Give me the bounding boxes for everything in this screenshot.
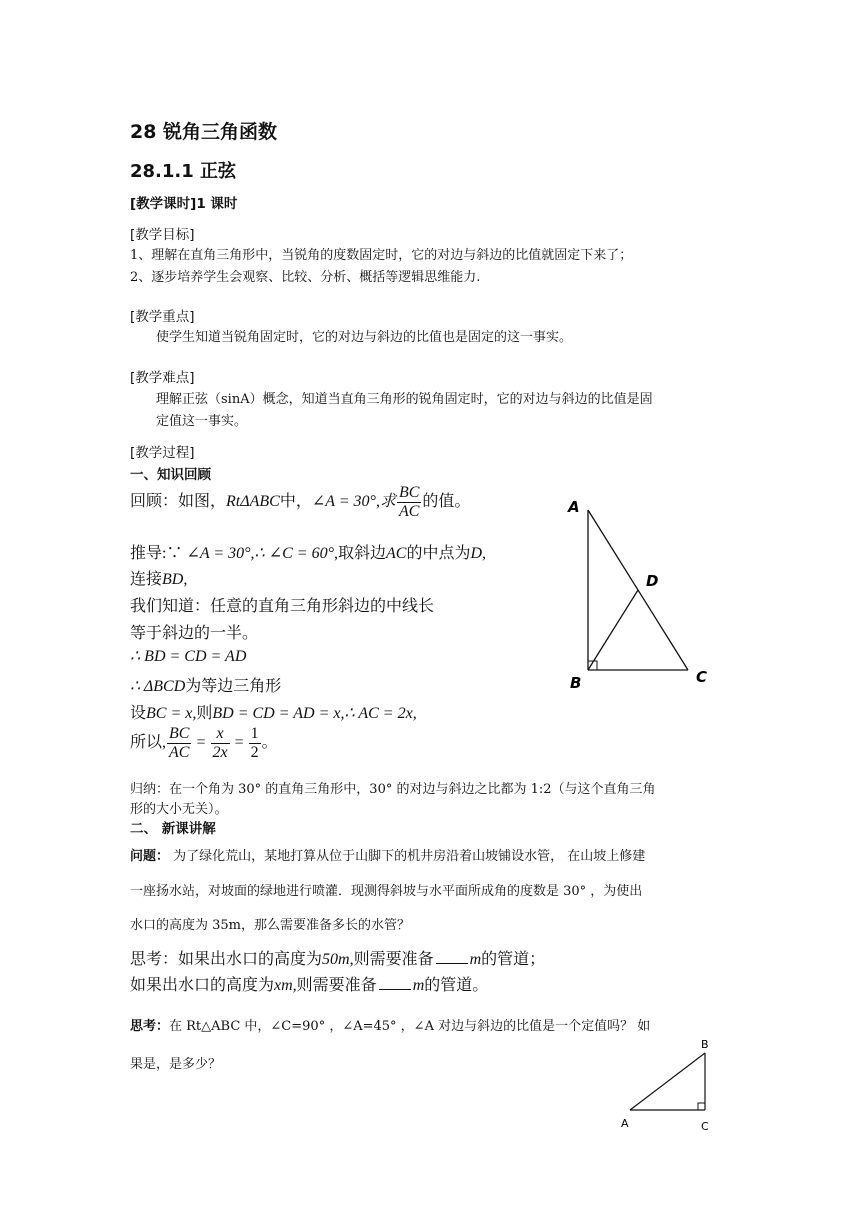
problem-line-2: 一座扬水站，对坡面的绿地进行喷灌．现测得斜坡与水平面所成角的度数是 30° ，为使出 (130, 884, 643, 899)
ratio-2-num: x (211, 725, 230, 744)
think-2-height: xm, (274, 977, 297, 994)
ratio-fraction-2 (211, 725, 230, 762)
think-1-need: 则需要准备 (353, 951, 434, 968)
derive-so: 所以, (130, 734, 167, 752)
derive-line-2 (130, 566, 187, 589)
think-2-end: 的管道。 (424, 977, 489, 994)
think-1-end: 的管道； (481, 951, 546, 968)
derive-midpoint: 的中点为 (406, 545, 471, 562)
objective-item-1: 1、理解在直角三角形中，当锐角的度数固定时，它的对边与斜边的比值就固定下来了； (130, 248, 633, 263)
think-2-unit: m (412, 977, 425, 994)
problem-line-3: 水口的高度为 35m，那么需要准备多长的水管？ (130, 918, 411, 933)
derive-bcd: ∴ ΔBCD (130, 678, 186, 695)
think-1-height: 50m, (322, 951, 354, 968)
section-subtitle: 28.1.1 正弦 (130, 161, 237, 182)
vertex-b: B (570, 674, 582, 692)
think-1-unit: m (469, 951, 482, 968)
derive-angle-c: C = 60°, (282, 545, 338, 562)
ratio-3-num: 1 (250, 725, 259, 742)
derive-line-8: 所以, $\frac{BC}{AC}$ = $\frac{x}{2x}$ = $\frac{1}{2}$ 。 (130, 725, 278, 761)
section-2-heading: 二、 新课讲解 (130, 821, 216, 837)
vertex-b-2: B (701, 1038, 709, 1051)
review-line (130, 484, 470, 521)
think-1-a: 思考：如果出水口的高度为 (130, 951, 323, 968)
problem-label: 问题： (130, 849, 170, 864)
derive-because: 推导:∵ ∠ (130, 545, 200, 562)
derive-line-7 (130, 700, 417, 723)
ratio-fraction-1 (167, 725, 191, 762)
summary-line-2: 形的大小无关）。 (130, 802, 228, 817)
think-3-text-1: 在 Rt△ABC 中，∠C=90° ，∠A=45° ，∠A 对边与斜边的比值是一个定值吗？ 如 (169, 1019, 651, 1034)
derive-ac: AC (386, 545, 407, 562)
problem-text-1: 为了绿化荒山，某地打算从位于山脚下的机井房沿着山坡铺设水管， 在山坡上修建 (169, 849, 646, 864)
right-angle-mark-2 (698, 1103, 705, 1110)
think-3-line-2: 果是，是多少？ (130, 1057, 222, 1072)
ratio-1-num: BC (169, 725, 190, 742)
think-2-need: 则需要准备 (296, 977, 377, 994)
think-2-a: 如果出水口的高度为 (130, 977, 275, 994)
ratio-fraction-3 (249, 725, 261, 762)
derive-line-6 (130, 673, 281, 696)
figure-triangle-30 (560, 490, 720, 700)
review-suffix: 的值。 (422, 493, 471, 511)
derive-bd: BD, (162, 571, 188, 588)
vertex-c: C (696, 668, 708, 686)
derive-period: 。 (261, 734, 278, 752)
answer-blank-2[interactable] (379, 975, 411, 990)
derive-line-1 (130, 540, 486, 563)
review-angle: A = 30°,求 (325, 493, 396, 511)
side-ab-2 (630, 1053, 705, 1110)
objective-item-2: 2、逐步培养学生会观察、比较、分析、概括等逻辑思维能力. (130, 270, 481, 285)
review-rt: Rt (226, 493, 241, 511)
derive-bc-x: BC = x, (146, 705, 197, 722)
summary-line-1: 归纳：在一个角为 30° 的直角三角形中，30° 的对边与斜边之比都为 1:2（与这个直角三角 (130, 782, 656, 797)
key-points-text: 使学生知道当锐角固定时，它的对边与斜边的比值也是固定的这一事实。 (156, 330, 573, 345)
derive-line-4: 等于斜边的一半。 (130, 625, 259, 642)
review-prefix: 回顾：如图， (130, 493, 227, 511)
process-heading: [教学过程] (130, 445, 195, 461)
ratio-2-den: 2x (212, 744, 228, 761)
vertex-a: A (568, 498, 580, 516)
derive-take: 取斜边 (338, 545, 387, 562)
point-d: D (646, 572, 659, 590)
derive-then: 则 (196, 705, 213, 722)
section-1-heading: 一、知识回顾 (130, 467, 211, 483)
objectives-heading: [教学目标] (130, 227, 195, 243)
derive-connect: 连接 (130, 571, 163, 588)
median-bd (588, 590, 638, 670)
fraction-denominator: AC (398, 503, 420, 520)
think-line-2 (130, 972, 488, 995)
fraction-numerator: BC (398, 484, 420, 501)
derive-line-5: ∴ BD = CD = AD (130, 648, 247, 665)
difficulties-line-2: 定值这一事实。 (156, 414, 248, 429)
problem-line-1 (130, 845, 645, 864)
figure-triangle-45 (615, 1035, 725, 1135)
review-triangle: ΔABC (240, 493, 280, 511)
answer-blank-1[interactable] (436, 949, 468, 964)
ratio-1-den: AC (169, 744, 190, 761)
derive-result: BD = CD = AD = x,∴ AC = 2x, (212, 705, 417, 722)
difficulties-line-1: 理解正弦（sinA）概念，知道当直角三角形的锐角固定时，它的对边与斜边的比值是固 (156, 392, 653, 407)
think-line-1 (130, 946, 545, 969)
derive-line-3: 我们知道：任意的直角三角形斜边的中线长 (130, 598, 435, 615)
derive-equilateral: 为等边三角形 (185, 678, 282, 695)
think-3-line-1 (130, 1015, 650, 1034)
think-3-label: 思考： (130, 1019, 170, 1034)
key-points-heading: [教学重点] (130, 309, 195, 325)
ratio-3-den: 2 (250, 744, 259, 761)
derive-let: 设 (130, 705, 147, 722)
vertex-a-2: A (621, 1117, 629, 1130)
review-fraction (397, 484, 421, 521)
lesson-hours: [教学课时]1 课时 (130, 196, 238, 212)
page-title: 28 锐角三角函数 (130, 121, 278, 143)
difficulties-heading: [教学难点] (130, 370, 195, 386)
review-mid: 中，∠ (279, 493, 326, 511)
vertex-c-2: C (701, 1120, 709, 1133)
derive-d: D, (470, 545, 487, 562)
derive-angle-a: A = 30°,∴ ∠ (199, 545, 283, 562)
